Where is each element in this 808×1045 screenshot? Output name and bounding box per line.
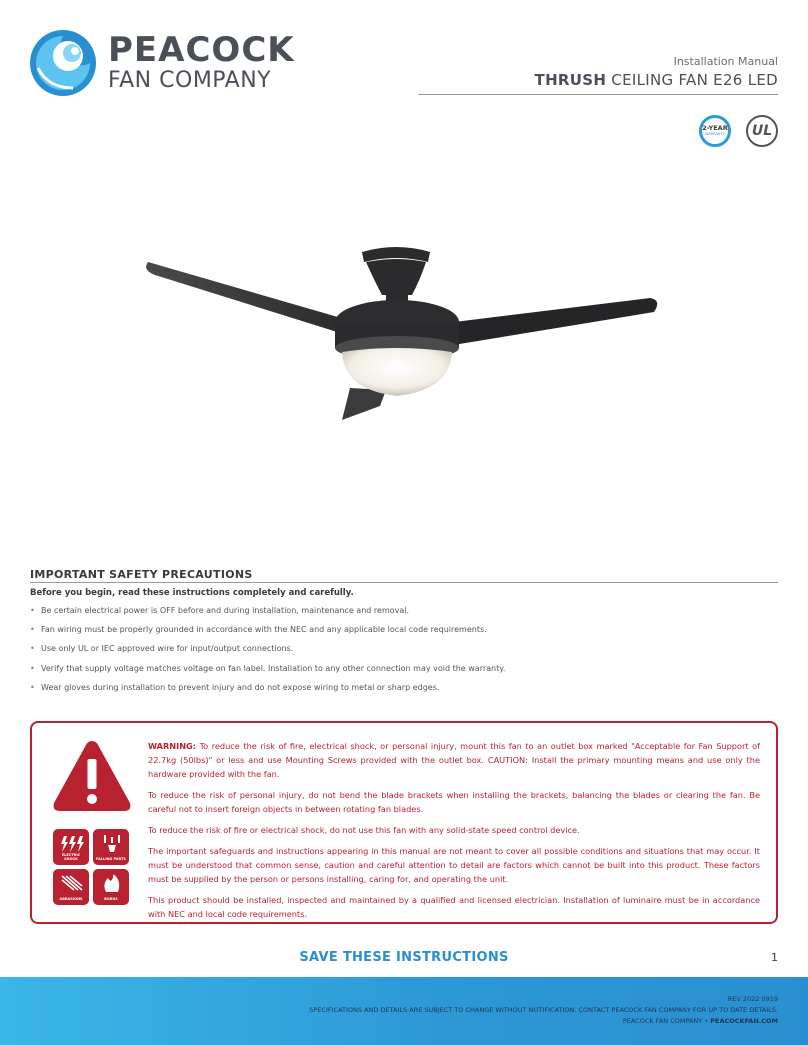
bullet-text: Wear gloves during installation to prevent injury and do not expose wiring to metal or sharp edges. — [41, 682, 440, 692]
list-item — [30, 642, 505, 661]
brand-wordmark — [108, 32, 295, 94]
warning-paragraph: To reduce the risk of fire or electrical shock, do not use this fan with any solid-state speed control device. — [148, 825, 580, 835]
bullet-icon: • — [30, 663, 35, 673]
warning-text-block — [148, 739, 760, 928]
warning-paragraph: The important safeguards and instructions appearing in this manual are not meant to cover all possible conditions and situations that may occur. It must be understood that common sense, caution and careful attention to detail are factors which cannot be built into this product. These factors must be supplied by the person or persons installing, caring for, and operating the unit. — [148, 846, 760, 884]
revision-label: REV 2022 0919 — [727, 995, 778, 1003]
warning-label: WARNING: — [148, 741, 197, 751]
bullet-text: Use only UL or IEC approved wire for input/output connections. — [41, 644, 294, 654]
save-instructions-heading: SAVE THESE INSTRUCTIONS — [299, 950, 509, 965]
website-link[interactable]: PEACOCKFAN.COM — [710, 1017, 778, 1025]
warning-paragraph: This product should be installed, inspected and maintained by a qualified and licensed electrician. Installation of luminaire must be in accordance with NEC and local code requirements. — [148, 895, 760, 919]
warning-box — [30, 721, 778, 924]
burns-hazard-icon — [93, 869, 129, 905]
footer-bar — [0, 977, 808, 1045]
list-item — [30, 604, 505, 623]
ul-certification-badge: UL — [746, 115, 778, 147]
safety-section-divider — [30, 582, 778, 583]
bullet-text: Be certain electrical power is OFF before and during installation, maintenance and removal. — [41, 606, 410, 615]
footer-company-name: PEACOCK FAN COMPANY — [622, 1017, 703, 1025]
safety-intro: Before you begin, read these instructions completely and carefully. — [30, 588, 354, 598]
product-descriptor: CEILING FAN E26 LED — [606, 71, 778, 89]
specifications-notice: SPECIFICATIONS AND DETAILS ARE SUBJECT TO CHANGE WITHOUT NOTIFICATION. CONTACT PEACOCK FAN COMPANY FOR UP TO DATE DETAILS. — [309, 1006, 778, 1014]
hazard-label: ELECTRIC SHOCK — [61, 853, 81, 861]
page-number: 1 — [771, 951, 778, 964]
list-item — [30, 662, 505, 681]
falling-parts-hazard-icon — [93, 829, 129, 865]
bullet-text: Verify that supply voltage matches voltage on fan label. Installation to any other connection may void the warranty. — [41, 663, 506, 673]
hazard-label: ABRASIONS — [59, 897, 83, 901]
safety-section-title: IMPORTANT SAFETY PRECAUTIONS — [30, 568, 253, 581]
warning-paragraph — [148, 739, 760, 781]
bullet-icon: • — [30, 606, 35, 615]
warranty-badge-years: 2-YEAR — [702, 124, 728, 132]
bullet-icon: • — [30, 625, 35, 635]
bullet-text: Fan wiring must be properly grounded in accordance with the NEC and any applicable local code requirements. — [41, 625, 487, 635]
peacock-logo-icon — [28, 28, 98, 98]
hazard-label: BURNS — [104, 897, 118, 901]
bullet-icon: • — [30, 682, 35, 692]
abrasions-hazard-icon — [53, 869, 89, 905]
document-title — [535, 71, 778, 89]
footer-company-line — [623, 1017, 778, 1025]
product-name: THRUSH — [534, 71, 607, 89]
warning-paragraph-text: To reduce the risk of fire, electrical shock, or personal injury, mount this fan to an outlet box marked "Acceptable for Fan Support of 22.7kg (50lbs)" or less and use Mounting Screws provided with the outlet box. CAUTION: Install the primary mounting means and use only the hardware provided with the fan. — [148, 741, 760, 779]
list-item — [30, 681, 505, 700]
bullet-icon: • — [30, 644, 35, 654]
warranty-badge-label: WARRANTY — [705, 132, 725, 136]
header-divider — [418, 94, 778, 95]
brand-subtitle: FAN COMPANY — [108, 68, 272, 93]
safety-bullet-list — [30, 604, 505, 700]
hazard-label: FALLING PARTS — [96, 857, 126, 861]
electric-shock-hazard-icon — [53, 829, 89, 865]
warning-paragraph: To reduce the risk of personal injury, do not bend the blade brackets when installing the brackets, balancing the blades or clearing the fan. Be careful not to insert foreign objects in between rotating fan blades. — [148, 790, 760, 814]
footer-separator: • — [702, 1017, 711, 1025]
document-type: Installation Manual — [673, 55, 778, 68]
warning-triangle-icon — [52, 739, 132, 813]
ceiling-fan-product-image — [140, 240, 670, 430]
warranty-badge — [699, 115, 731, 147]
list-item — [30, 623, 505, 642]
brand-name: PEACOCK — [108, 30, 295, 70]
